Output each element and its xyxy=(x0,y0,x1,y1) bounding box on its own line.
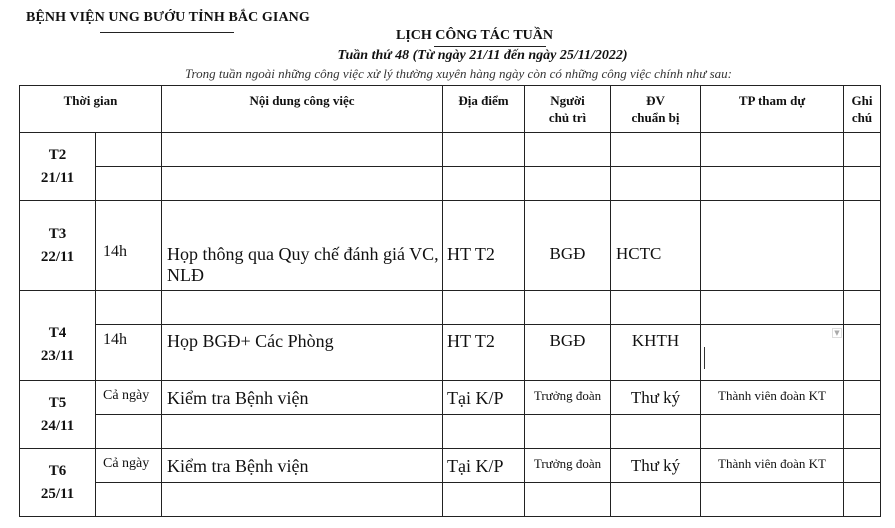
attend-cell: Thành viên đoàn KT xyxy=(701,381,844,415)
content-cell: Kiểm tra Bệnh viện xyxy=(162,449,443,483)
attend-cell[interactable] xyxy=(701,325,844,381)
hospital-underline xyxy=(100,32,234,33)
dropdown-arrow-icon[interactable]: ▼ xyxy=(832,328,842,338)
text-cursor xyxy=(704,347,705,369)
time-cell: 14h xyxy=(96,325,162,381)
table-row xyxy=(20,291,881,325)
time-cell: Cả ngày xyxy=(96,381,162,415)
note-cell xyxy=(844,325,881,381)
chair-cell: BGĐ xyxy=(525,201,611,291)
prep-cell: Thư ký xyxy=(611,449,701,483)
note-cell xyxy=(844,201,881,291)
table-row xyxy=(20,415,881,449)
attend-cell: Thành viên đoàn KT xyxy=(701,449,844,483)
prep-cell: HCTC xyxy=(611,201,701,291)
table-header-row xyxy=(20,86,881,133)
week-range: Tuần thứ 48 (Từ ngày 21/11 đến ngày 25/11/2022) xyxy=(337,48,628,63)
note-cell xyxy=(844,381,881,415)
place-cell: Tại K/P xyxy=(443,449,525,483)
chair-cell: Trưởng đoàn xyxy=(525,381,611,415)
time-cell: 14h xyxy=(96,201,162,291)
chair-cell: BGĐ xyxy=(525,325,611,381)
prep-cell: Thư ký xyxy=(611,381,701,415)
col-header-place: Địa điểm xyxy=(443,86,525,133)
day-cell: T3 22/11 xyxy=(20,201,96,291)
document-title: LỊCH CÔNG TÁC TUẦN xyxy=(396,28,554,43)
table-row xyxy=(20,133,881,167)
intro-text: Trong tuần ngoài những công việc xử lý thường xuyên hàng ngày còn có những công việc chính như sau: xyxy=(185,66,732,81)
content-cell: Kiểm tra Bệnh viện xyxy=(162,381,443,415)
place-cell: HT T2 xyxy=(443,325,525,381)
chair-cell: Trưởng đoàn xyxy=(525,449,611,483)
title-underline xyxy=(434,46,546,47)
note-cell xyxy=(844,449,881,483)
table-row xyxy=(20,201,881,291)
day-cell: T2 21/11 xyxy=(20,133,96,201)
col-header-time: Thời gian xyxy=(20,86,162,133)
hospital-name: BỆNH VIỆN UNG BƯỚU TỈNH BẮC GIANG xyxy=(26,10,310,25)
place-cell: HT T2 xyxy=(443,201,525,291)
day-cell: T5 24/11 xyxy=(20,381,96,449)
attend-cell xyxy=(701,201,844,291)
table-row xyxy=(20,381,881,415)
table-row xyxy=(20,167,881,201)
content-cell: Họp thông qua Quy chế đánh giá VC, NLĐ xyxy=(162,201,443,291)
col-header-note: Ghi chú xyxy=(844,86,881,133)
table-row xyxy=(20,449,881,483)
content-cell: Họp BGĐ+ Các Phòng xyxy=(162,325,443,381)
prep-cell: KHTH xyxy=(611,325,701,381)
col-header-attend: TP tham dự xyxy=(701,86,844,133)
col-header-prep: ĐV chuẩn bị xyxy=(611,86,701,133)
day-cell: T4 23/11 xyxy=(20,291,96,381)
col-header-content: Nội dung công việc xyxy=(162,86,443,133)
weekly-schedule-table xyxy=(19,85,881,517)
table-row xyxy=(20,483,881,517)
table-row xyxy=(20,325,881,381)
time-cell: Cả ngày xyxy=(96,449,162,483)
day-cell: T6 25/11 xyxy=(20,449,96,517)
place-cell: Tại K/P xyxy=(443,381,525,415)
col-header-chair: Người chủ trì xyxy=(525,86,611,133)
